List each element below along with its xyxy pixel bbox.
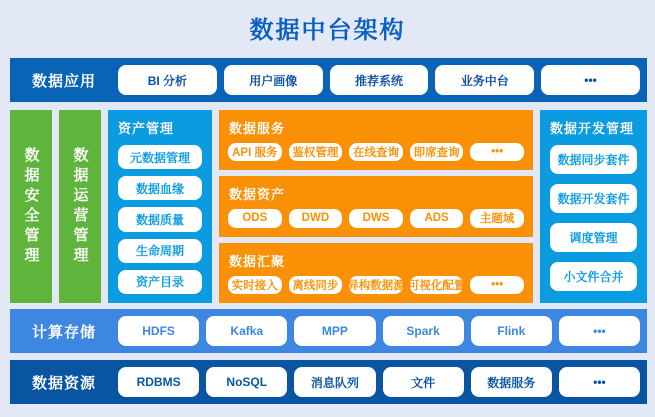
data-operation-label: 数据运营管理 (71, 146, 89, 267)
asset-chip-button[interactable]: 数据血缘 (118, 176, 202, 200)
asset-chip-button[interactable]: 数据质量 (118, 207, 202, 231)
data-service-panel (219, 110, 533, 170)
compute-chip-button[interactable]: Spark (383, 316, 464, 346)
data-operation-bar (59, 110, 101, 303)
compute-chip-button[interactable]: MPP (294, 316, 375, 346)
data-asset-panel (219, 176, 533, 236)
aggregation-chip-button[interactable]: ••• (470, 276, 524, 294)
data-resource-label: 数据资源 (31, 374, 96, 392)
data-security-bar (10, 110, 52, 303)
middle-band (10, 110, 647, 303)
resource-chip-button[interactable]: NoSQL (206, 367, 287, 397)
data-application-label: 数据应用 (31, 72, 96, 90)
app-chip-button[interactable]: 用户画像 (224, 65, 323, 95)
asset-chip-button[interactable]: 元数据管理 (118, 145, 202, 169)
app-chip-button[interactable]: ••• (541, 65, 640, 95)
resource-chip-button[interactable]: 消息队列 (294, 367, 375, 397)
app-chip-button[interactable]: BI 分析 (118, 65, 217, 95)
service-chip-button[interactable]: 鉴权管理 (289, 143, 343, 161)
compute-chip-button[interactable]: Kafka (206, 316, 287, 346)
service-chip-button[interactable]: 即席查询 (410, 143, 464, 161)
compute-storage-buttons (118, 309, 647, 353)
data-service-buttons (219, 137, 533, 170)
resource-chip-button[interactable]: RDBMS (118, 367, 199, 397)
resource-chip-button[interactable]: 文件 (383, 367, 464, 397)
service-chip-button[interactable]: API 服务 (228, 143, 282, 161)
data-application-layer (10, 58, 647, 102)
service-chip-button[interactable]: 在线查询 (349, 143, 403, 161)
asset-layer-chip-button[interactable]: ADS (410, 209, 464, 227)
compute-chip-button[interactable]: ••• (559, 316, 640, 346)
aggregation-chip-button[interactable]: 可视化配置 (410, 276, 464, 294)
app-chip-button[interactable]: 推荐系统 (330, 65, 429, 95)
data-aggregation-buttons (219, 270, 533, 303)
data-application-buttons (118, 58, 647, 102)
dev-chip-button[interactable]: 数据开发套件 (550, 184, 637, 213)
compute-storage-label: 计算存储 (31, 323, 96, 341)
aggregation-chip-button[interactable]: 离线同步 (289, 276, 343, 294)
data-dev-management-panel (540, 110, 647, 303)
asset-management-buttons (108, 137, 212, 303)
data-service-title: 数据服务 (229, 121, 286, 136)
resource-chip-button[interactable]: 数据服务 (471, 367, 552, 397)
compute-chip-button[interactable]: HDFS (118, 316, 199, 346)
data-asset-buttons (219, 203, 533, 236)
asset-management-title: 资产管理 (118, 121, 175, 136)
asset-chip-button[interactable]: 生命周期 (118, 239, 202, 263)
asset-chip-button[interactable]: 资产目录 (118, 270, 202, 294)
data-aggregation-title: 数据汇聚 (229, 253, 286, 269)
app-chip-button[interactable]: 业务中台 (435, 65, 534, 95)
aggregation-chip-button[interactable]: 异构数据源 (349, 276, 403, 294)
asset-layer-chip-button[interactable]: 主题域 (470, 209, 524, 227)
aggregation-chip-button[interactable]: 实时接入 (228, 276, 282, 294)
data-asset-title: 数据资产 (229, 187, 286, 203)
dev-chip-button[interactable]: 小文件合并 (550, 262, 637, 291)
dev-chip-button[interactable]: 数据同步套件 (550, 145, 637, 174)
asset-management-panel (108, 110, 212, 303)
page-title: 数据中台架构 (249, 17, 406, 44)
compute-chip-button[interactable]: Flink (471, 316, 552, 346)
data-aggregation-panel (219, 243, 533, 303)
asset-layer-chip-button[interactable]: DWD (289, 209, 343, 227)
asset-layer-chip-button[interactable]: DWS (349, 209, 403, 227)
data-dev-buttons (540, 137, 647, 303)
data-resource-buttons (118, 360, 647, 404)
dev-chip-button[interactable]: 调度管理 (550, 223, 637, 252)
resource-chip-button[interactable]: ••• (559, 367, 640, 397)
data-security-label: 数据安全管理 (22, 146, 40, 267)
core-panels-column (219, 110, 533, 303)
compute-storage-layer (10, 309, 647, 353)
service-chip-button[interactable]: ••• (470, 143, 524, 161)
data-dev-management-title: 数据开发管理 (550, 121, 635, 136)
asset-layer-chip-button[interactable]: ODS (228, 209, 282, 227)
data-resource-layer (10, 360, 647, 404)
